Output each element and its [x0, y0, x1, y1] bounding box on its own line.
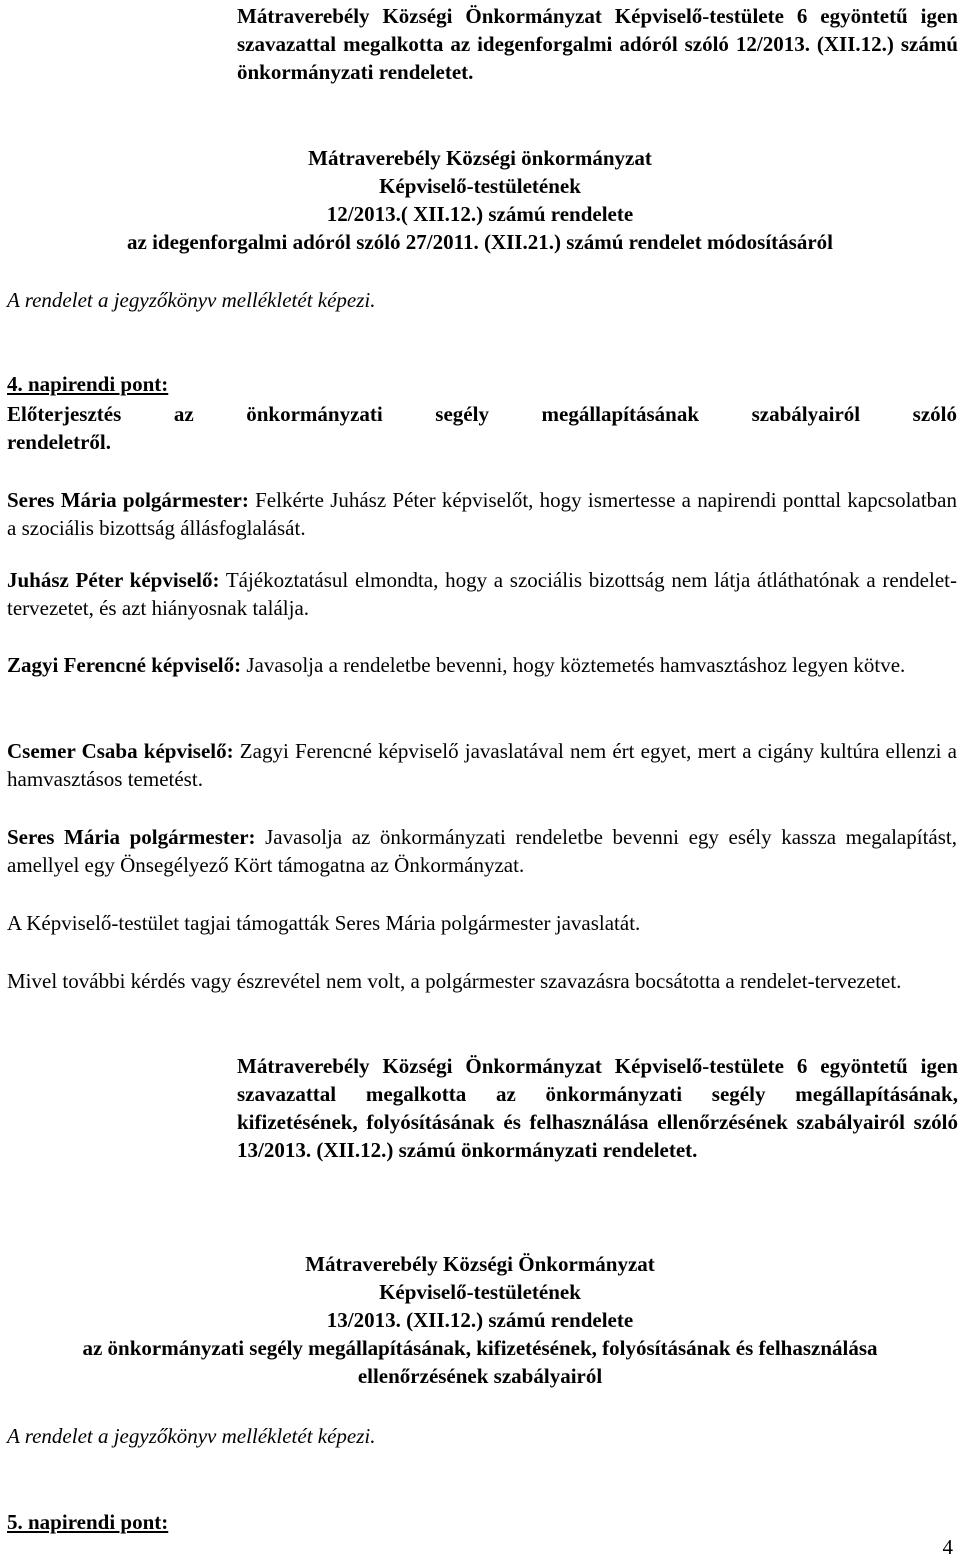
- decree-subject: az idegenforgalmi adóról szóló 27/2011. (XII.21.) számú rendelet módosításáról: [127, 230, 833, 254]
- speech-text: Tájékoztatásul elmondta, hogy a szociális bizottság nem látja átláthatónak a rendelet-tervezetet, és azt hiányosnak találja.: [7, 568, 957, 620]
- agenda-word: megállapításának: [541, 402, 700, 426]
- agenda-label: 4. napirendi pont:: [7, 372, 169, 396]
- annex-note: A rendelet a jegyzőkönyv mellékletét képezi.: [7, 1424, 376, 1448]
- speech-text: Felkérte Juhász Péter képviselőt, hogy ismertesse a napirendi ponttal kapcsolatban a szociális bizottság állásfoglalását.: [7, 488, 957, 540]
- discussion-paragraph: [7, 737, 957, 793]
- agenda-word: az: [173, 402, 194, 426]
- speech-text: Javasolja az önkormányzati rendeletbe bevenni egy esély kassza megalapítást, amellyel egy Önsegélyező Kört támogatna az Önkormányzat.: [7, 825, 958, 877]
- speech-text: Zagyi Ferencné képviselő javaslatával nem ért egyet, mert a cigány kultúra ellenzi a hamvasztásos temetést.: [7, 739, 958, 791]
- speaker-name: Juhász Péter képviselő:: [7, 568, 220, 592]
- discussion-paragraph: [7, 651, 957, 679]
- decree-body: Képviselő-testületének: [379, 174, 581, 198]
- agenda-subject-end: rendeletről.: [7, 430, 111, 454]
- agenda-word: Előterjesztés: [7, 402, 122, 426]
- page-number: 4: [942, 1535, 953, 1559]
- speaker-name: Csemer Csaba képviselő:: [7, 739, 234, 763]
- decree-heading: [0, 144, 960, 256]
- support-statement: A Képviselő-testület tagjai támogatták Seres Mária polgármester javaslatát.: [7, 911, 641, 935]
- discussion-paragraph: [7, 566, 957, 622]
- agenda-word: önkormányzati: [246, 402, 383, 426]
- discussion-paragraph: [7, 823, 957, 879]
- agenda-word: segély: [435, 402, 489, 426]
- agenda-word: szóló: [912, 402, 957, 426]
- agenda-label: 5. napirendi pont:: [7, 1510, 169, 1534]
- decree-issuer: Mátraverebély Községi Önkormányzat: [305, 1252, 655, 1276]
- decree-subject: az önkormányzati segély megállapításának, kifizetésének, folyósításának és felhasználása: [82, 1336, 878, 1360]
- speaker-name: Zagyi Ferencné képviselő:: [7, 653, 242, 677]
- discussion-paragraph: [7, 486, 957, 542]
- speaker-name: Seres Mária polgármester:: [7, 488, 249, 512]
- resolution-statement: Mátraverebély Községi Önkormányzat Képviselő-testülete 6 egyöntetű igen szavazattal megalkotta az idegenforgalmi adóról szóló 12/2013. (XII.12.) számú önkormányzati rendeletet.: [237, 4, 958, 84]
- decree-number: 12/2013.( XII.12.) számú rendelete: [326, 202, 634, 226]
- agenda-word: szabályairól: [751, 402, 861, 426]
- decree-issuer: Mátraverebély Községi önkormányzat: [308, 146, 652, 170]
- annex-note: A rendelet a jegyzőkönyv mellékletét képezi.: [7, 288, 376, 312]
- agenda-subject: [7, 400, 957, 428]
- vote-statement: Mivel további kérdés vagy észrevétel nem volt, a polgármester szavazásra bocsátotta a rendelet-tervezetet.: [7, 969, 902, 993]
- speech-text: Javasolja a rendeletbe bevenni, hogy köztemetés hamvasztáshoz legyen kötve.: [241, 653, 906, 677]
- resolution-statement: Mátraverebély Községi Önkormányzat Képviselő-testülete 6 egyöntetű igen szavazattal megalkotta az önkormányzati segély megállapításának, kifizetésének, folyósításának és felhasználása ellenőrzésének szabályairól szóló 13/2013. (XII.12.) számú önkormányzati rendeletet.: [237, 1054, 958, 1162]
- decree-number: 13/2013. (XII.12.) számú rendelete: [326, 1308, 634, 1332]
- decree-subject-end: ellenőrzésének szabályairól: [357, 1364, 603, 1388]
- decree-body: Képviselő-testületének: [379, 1280, 581, 1304]
- decree-heading: [0, 1250, 960, 1390]
- speaker-name: Seres Mária polgármester:: [7, 825, 256, 849]
